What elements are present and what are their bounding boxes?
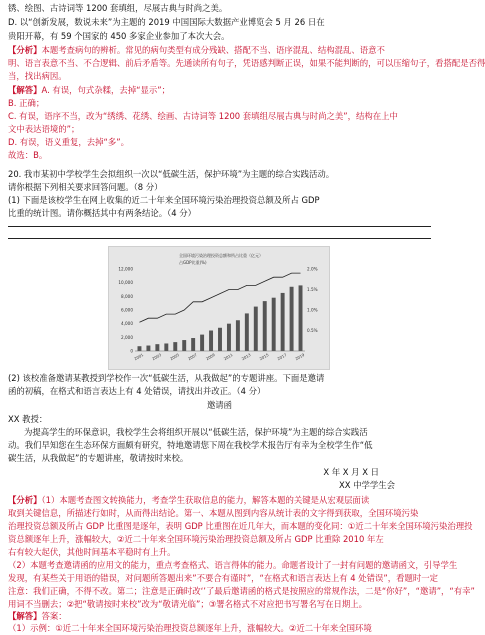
text-line: 贵阳开幕，有 59 个国家的 450 多家企业参加了本次大会。 [8,31,230,41]
x-tick-label: 2011 [222,352,234,362]
chart-bar [281,293,285,351]
analysis-line: 注意：我们正确，不得不改。第二；注意是正确时改‘’了最后邀请函的格式是按照应的常规作法，二是“你好”，“邀请”，“有幸” [8,586,475,596]
y-tick-label: 8,000 [121,293,133,299]
letter-body: 动。我们早知您在生态环保方面颇有研究，特地邀请您下周在我校学术报告厅有幸为全校学生作“低 [8,440,373,450]
letter-signature: XX 中学学生会 [338,480,395,490]
y-tick-label: 0 [130,348,133,354]
x-tick-label: 2001 [133,352,145,362]
chart-bar [182,340,186,351]
letter-title: 邀请函 [206,400,233,410]
analysis-line: 取到关键信息，所描述行如时，从而得出结论。第一、本题从图到内容从统计表的文字得到获取，全国环境污染 [8,508,419,518]
analysis-line: （2）本题考查邀请函的应用文的能力，重点考查格式、语言得体的能力。命题者设计了一封有问题的邀请函文，引导学生 [8,560,458,570]
answer-header: 【解答】 [8,85,42,95]
answer-text: 答案： [41,611,67,621]
analysis-line: 右有较大起伏，其他时间基本平稳时有上升。 [8,547,176,557]
letter-body: 为提高学生的环保意识，我校学生会将组织开展以“低碳生活，保护环境”为主题的综合实践活 [24,427,368,437]
chart-bar [191,338,195,351]
analysis-line [8,44,433,57]
x-tick-label: 2019 [294,352,306,362]
chart-bar [272,298,276,351]
letter-date: X 年 X 月 X 日 [323,467,379,477]
analysis-line: 发现，有某些关于用语的错误，对问题所答题出来”不要合有谨时”，“在格式和语言表达上有 4 处错误”，看题时一定 [8,573,439,583]
chart-bar [200,335,204,351]
x-tick-label: 2009 [204,352,216,362]
answer-rule [8,226,431,227]
answer-line: B. 正确； [8,98,45,108]
analysis-line: 治理投资总额及所占 GDP 比重图是逐年，表明 GDP 比重图在近几年大，而本题的变化同：①近二十年来全国环境污染治理投 [8,521,473,531]
chart-series-line [139,273,300,322]
answer-header: 【解答】 [8,611,42,621]
text-line: 锈、绘图、古诗词等 1200 套填组，尽展古典与时尚之美。 [8,3,228,13]
y-tick-label: 6,000 [121,307,133,313]
question-text: (2) 该校准备邀请某教授到学校作一次“低碳生活，从我做起”的专题讲座。下面是邀请 [8,373,325,383]
chart-bar [155,344,159,351]
chart-bar [236,320,240,351]
chart-bar [263,301,267,351]
answer-line: 故选：B。 [8,150,48,160]
analysis-text: 本题考查病句的辨析。常见的病句类型有成分残缺、搭配不当、语序混乱、结构混乱、语意不 [41,45,385,55]
analysis-text: （1）本题考查图文转换能力，考查学生获取信息的能力，解答本题的关键是从宏观层面读 [41,495,370,505]
y-tick-label: 4,000 [121,321,133,327]
analysis-header: 【分析】 [8,45,42,55]
y-tick-label: 12,000 [118,266,133,272]
question-text: (1) 下面是该校学生在网上收集的近二十年来全国环境污染治理投资总额及所占 GDP [8,195,320,205]
answer-line [8,610,433,623]
x-tick-label: 2015 [258,352,270,362]
answer-text: A. 有误，句式杂糅，去掉“显示”； [41,85,170,95]
y-tick-label: 10,000 [118,280,133,286]
investment-chart [108,246,330,370]
chart-bar [299,285,303,351]
analysis-header: 【分析】 [8,495,42,505]
question-text: 20. 我市某初中学校学生会拟组织一次以“低碳生活，保护环境”为主题的综合实践活动。 [8,169,335,179]
x-tick-label: 2005 [169,352,180,362]
answer-line: 文中表达语境的”； [8,124,80,134]
x-tick-label: 2013 [240,352,252,362]
chart-bar [173,342,177,351]
analysis-line: 当，找出病因。 [8,71,67,81]
legend-bars: 全国环境污染治理投资总额和所占比重（亿元） [179,253,263,258]
analysis-line: 资总额逐年上升，涨幅较大，②近二十年来全国环境污染治理投资总额及所占 GDP 比重除 2010 年左 [8,534,384,544]
chart-bar [245,313,249,351]
y2-tick-label: 2.0% [307,266,318,272]
chart-bar [209,331,213,352]
chart-bar [146,346,150,351]
chart-bar [164,343,168,351]
chart-svg [109,247,329,369]
y-tick-label: 2,000 [121,334,133,340]
answer-line [8,84,433,97]
chart-bar [218,328,222,351]
analysis-line: 用词不当删去；②把“敬请按时来校”改为“敬请光临”；③署名格式不对应把书写署名写在日期上。 [8,599,367,609]
x-tick-label: 2007 [186,352,198,362]
legend-line: 占GDP比重(%) [179,260,207,265]
x-tick-label: 2017 [276,352,288,362]
chart-bar [138,346,142,351]
chart-bar [254,307,258,351]
chart-bar [227,324,231,351]
text-line: D. 以“创新发展，数说未来”为主题的 2019 中国国际大数据产业博览会 5 月 26 日在 [8,17,325,27]
x-tick-label: 2003 [151,352,163,362]
y2-tick-label: 1.5% [307,287,318,292]
question-text: 函的初稿，在格式和语言表达上有 4 处错误，请找出并改正。（4 分） [8,386,266,396]
analysis-line: 明、语言表意不当、不合逻辑、前后矛盾等。先通读所有句子，凭语感判断正误，如果不能判断的，可以压缩句子，看搭配是否得 [8,58,485,68]
chart-bar [290,287,294,351]
letter-body: 碳生活，从我做起”的专题讲座，敬请按时来校。 [8,453,189,463]
question-text: 请你根据下列相关要求回答问题。（8 分） [8,182,163,192]
answer-line: （1）示例：①近二十年来全国环境污染治理投资总额逐年上升，涨幅较大。②近二十年来全国环境 [8,623,372,633]
y2-tick-label: 1.0% [307,307,318,313]
letter-greeting: XX 教授： [8,414,48,424]
answer-line: D. 有误，语义重复，去掉“多”。 [8,137,129,147]
analysis-line [8,494,433,507]
y2-tick-label: 0.5% [307,328,318,333]
answer-line: C. 有误，语序不当，改为“绣绣、花绣、绘画、古诗词等 1200 套填组尽展古典与时尚之美”，结构在上中 [8,111,398,121]
answer-rule [8,238,431,239]
question-text: 比重的统计图。请你概括其中有两条结论。（4 分） [8,208,197,218]
